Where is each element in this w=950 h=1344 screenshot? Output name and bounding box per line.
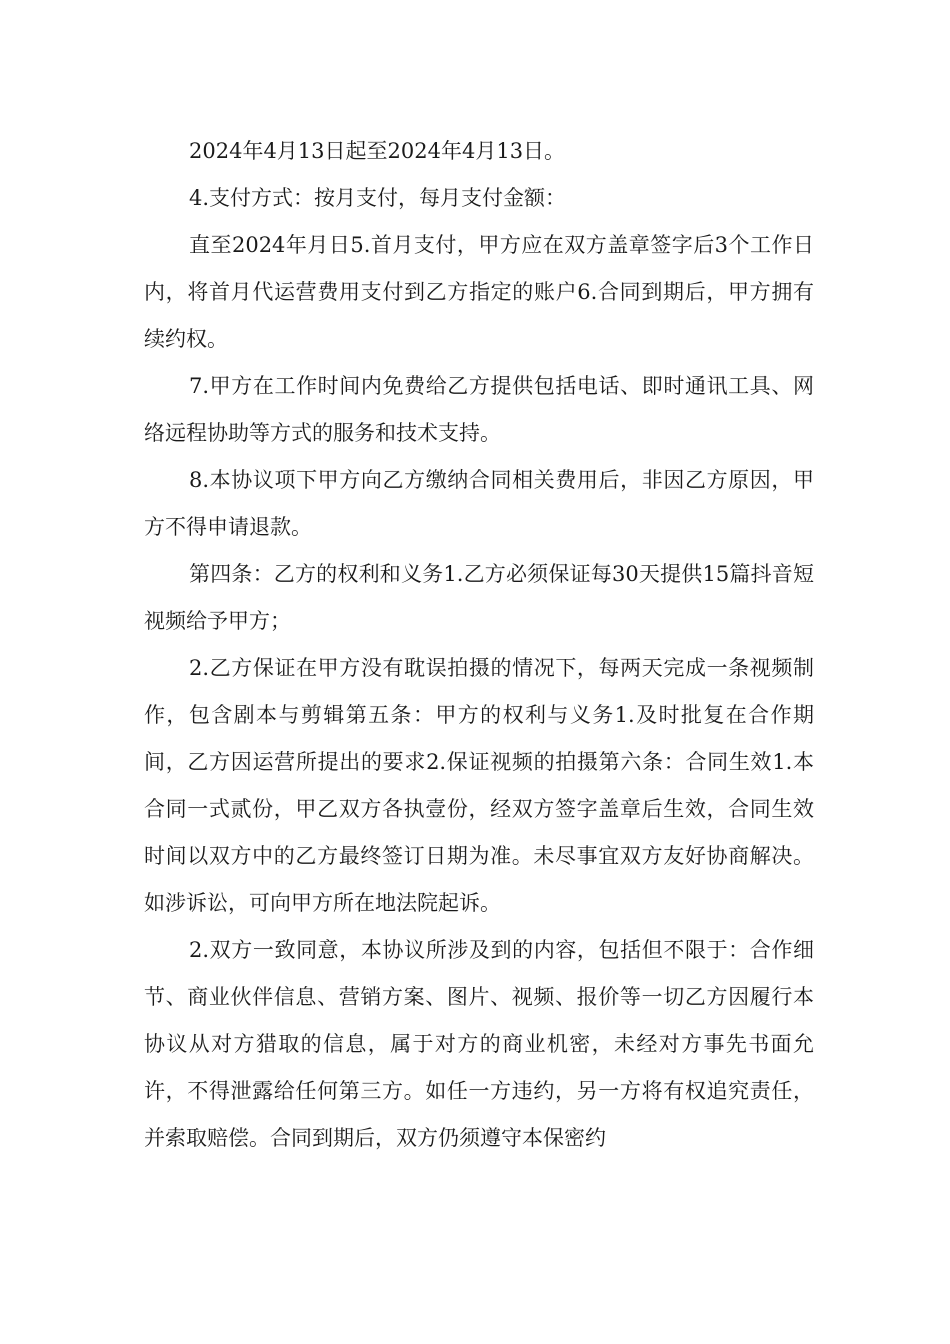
paragraph-article-four: 第四条：乙方的权利和义务1.乙方必须保证每30天提供15篇抖音短视频给予甲方；	[144, 562, 814, 633]
paragraph-confidentiality: 2.双方一致同意，本协议所涉及到的内容，包括但不限于：合作细节、商业伙伴信息、营销方案、图片、视频、报价等一切乙方因履行本协议从对方猎取的信息，属于对方的商业机密，未经对方事先书面允许，不得泄露给任何第三方。如任一方违约，另一方将有权追究责任，并索取赔偿。合同到期后，双方仍须遵守本保密约	[144, 938, 814, 1150]
paragraph-no-refund: 8.本协议项下甲方向乙方缴纳合同相关费用后，非因乙方原因，甲方不得申请退款。	[144, 468, 814, 539]
paragraph-payment-method: 4.支付方式：按月支付，每月支付金额：	[189, 186, 567, 210]
paragraph-first-payment: 直至2024年月日5.首月支付，甲方应在双方盖章签字后3个工作日内，将首月代运营费用支付到乙方指定的账户6.合同到期后，甲方拥有续约权。	[144, 233, 814, 351]
paragraph-tech-support: 7.甲方在工作时间内免费给乙方提供包括电话、即时通讯工具、网络远程协助等方式的服务和技术支持。	[144, 374, 814, 445]
document-body	[144, 128, 814, 1162]
paragraph-article-five-six: 2.乙方保证在甲方没有耽误拍摄的情况下，每两天完成一条视频制作，包含剧本与剪辑第五条：甲方的权利与义务1.及时批复在合作期间，乙方因运营所提出的要求2.保证视频的拍摄第六条：合同生效1.本合同一式贰份，甲乙双方各执壹份，经双方签字盖章后生效，合同生效时间以双方中的乙方最终签订日期为准。未尽事宜双方友好协商解决。如涉诉讼，可向甲方所在地法院起诉。	[144, 656, 814, 915]
paragraph-term-dates: 2024年4月13日起至2024年4月13日。	[189, 139, 566, 163]
